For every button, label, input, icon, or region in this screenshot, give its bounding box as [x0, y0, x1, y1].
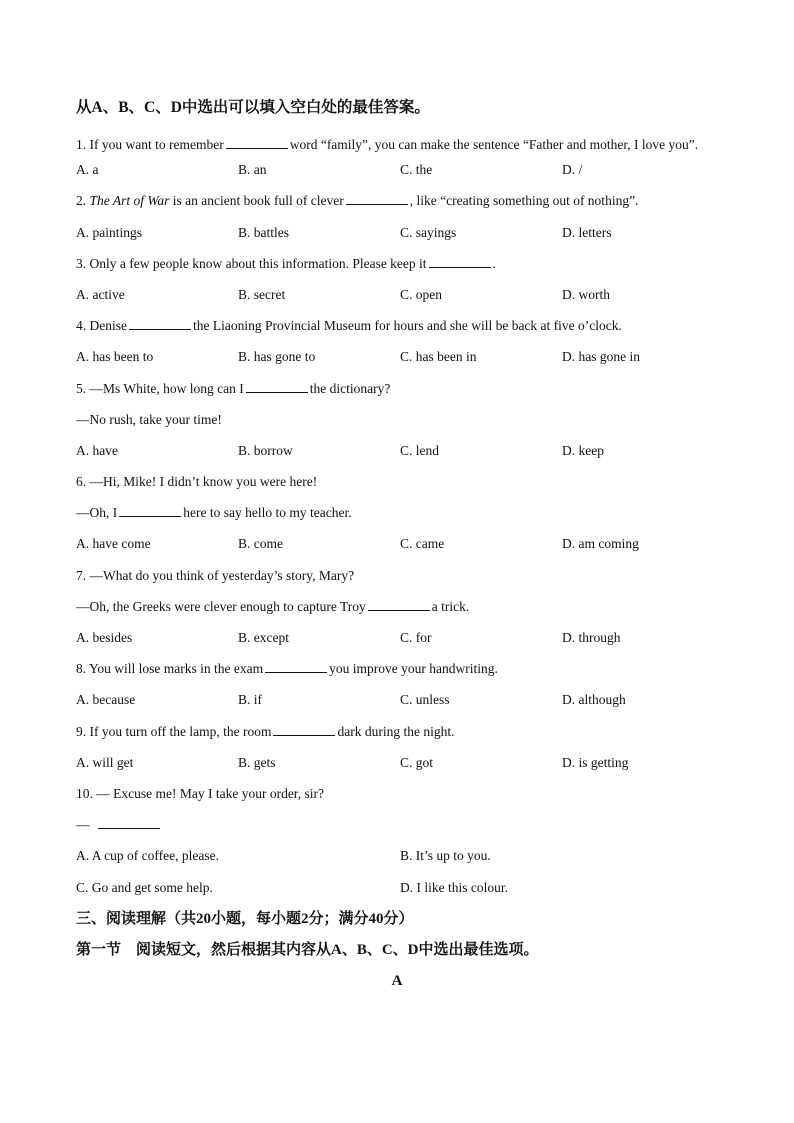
q10-option-d[interactable]: D. I like this colour.	[400, 879, 508, 895]
q9-option-b[interactable]: B. gets	[238, 754, 276, 770]
q7-options	[76, 628, 718, 659]
question-10: 10. — Excuse me! May I take your order, sir?	[76, 785, 325, 801]
q5-option-c[interactable]: C. lend	[400, 442, 439, 458]
q10-reply	[76, 815, 718, 846]
question-1	[76, 129, 718, 160]
q7-option-c[interactable]: C. for	[400, 630, 432, 646]
q1-option-d[interactable]: D. /	[562, 162, 583, 178]
q7-blank	[368, 597, 430, 611]
q8-option-b[interactable]: B. if	[238, 692, 263, 708]
q1-text-post: word “family”, you can make the sentence “Father and mother, I love you”.	[289, 137, 699, 152]
q2-option-c[interactable]: C. sayings	[400, 224, 457, 240]
q7-reply	[76, 597, 718, 628]
q2-book-title: The Art of War	[89, 193, 170, 209]
q8-option-c[interactable]: C. unless	[400, 692, 450, 708]
q9-text-pre: 9. If you turn off the lamp, the room	[76, 723, 272, 739]
q3-option-d[interactable]: D. worth	[562, 286, 610, 302]
q1-option-c[interactable]: C. the	[400, 162, 433, 178]
q10-option-c[interactable]: C. Go and get some help.	[76, 879, 213, 895]
q3-text-post: .	[492, 255, 496, 271]
q10-option-b[interactable]: B. It’s up to you.	[400, 848, 491, 864]
q7-text-post: a trick.	[431, 598, 470, 614]
q10-blank	[98, 815, 160, 829]
q2-option-b[interactable]: B. battles	[238, 224, 289, 240]
q9-option-a[interactable]: A. will get	[76, 754, 134, 770]
part-1-instruction: 第一节 阅读短文，然后根据其内容从A、B、C、D中选出最佳选项。	[76, 941, 539, 958]
question-3	[76, 254, 718, 285]
q7-option-a[interactable]: A. besides	[76, 630, 133, 646]
q4-text-pre: 4. Denise	[76, 318, 127, 334]
q5-text-pre: 5. —Ms White, how long can I	[76, 380, 244, 396]
q9-blank	[273, 722, 335, 736]
q1-blank	[226, 135, 288, 149]
q8-blank	[265, 659, 327, 673]
question-9	[76, 722, 718, 753]
question-6: 6. —Hi, Mike! I didn’t know you were here!	[76, 474, 318, 490]
q5-blank	[246, 379, 308, 393]
q3-option-c[interactable]: C. open	[400, 286, 442, 302]
question-5	[76, 379, 718, 410]
q3-option-b[interactable]: B. secret	[238, 286, 286, 302]
q10-options-row-2	[76, 878, 718, 909]
q3-blank	[429, 254, 491, 268]
q5-option-b[interactable]: B. borrow	[238, 442, 293, 458]
q10-options-row-1	[76, 846, 718, 877]
q5-option-d[interactable]: D. keep	[562, 442, 604, 458]
q10-option-a[interactable]: A. A cup of coffee, please.	[76, 848, 219, 864]
q5-text-post: the dictionary?	[309, 380, 391, 396]
q6-option-b[interactable]: B. come	[238, 536, 283, 552]
question-7: 7. —What do you think of yesterday’s story, Mary?	[76, 567, 355, 583]
q3-options	[76, 285, 718, 316]
q9-text-post: dark during the night.	[337, 723, 455, 739]
q2-number: 2.	[76, 193, 87, 209]
q4-option-d[interactable]: D. has gone in	[562, 349, 640, 365]
q7-option-b[interactable]: B. except	[238, 630, 289, 646]
q8-option-a[interactable]: A. because	[76, 692, 136, 708]
q10-dash: —	[76, 817, 90, 833]
q1-option-a[interactable]: A. a	[76, 162, 99, 178]
q6-reply	[76, 503, 718, 534]
question-8	[76, 659, 718, 690]
q2-options	[76, 223, 718, 254]
q5-options	[76, 441, 718, 472]
q1-options	[76, 160, 718, 191]
q1-option-b[interactable]: B. an	[238, 162, 267, 178]
q4-text-post: the Liaoning Provincial Museum for hours and she will be back at five o’clock.	[193, 318, 622, 334]
q4-option-c[interactable]: C. has been in	[400, 349, 477, 365]
q6-text-pre: —Oh, I	[76, 505, 118, 521]
q8-option-d[interactable]: D. although	[562, 692, 626, 708]
instruction-heading: 从A、B、C、D中选出可以填入空白处的最佳答案。	[76, 99, 430, 116]
q3-option-a[interactable]: A. active	[76, 286, 125, 302]
q8-text-pre: 8. You will lose marks in the exam	[76, 661, 264, 677]
question-2	[76, 191, 718, 222]
q2-text-pre: is an ancient book full of clever	[172, 193, 344, 209]
q6-option-d[interactable]: D. am coming	[562, 536, 639, 552]
q8-text-post: you improve your handwriting.	[329, 661, 498, 677]
q2-option-a[interactable]: A. paintings	[76, 224, 142, 240]
q4-option-a[interactable]: A. has been to	[76, 349, 154, 365]
question-4	[76, 316, 718, 347]
passage-label: A	[391, 972, 403, 989]
q9-option-c[interactable]: C. got	[400, 754, 434, 770]
q9-options	[76, 753, 718, 784]
q4-blank	[129, 316, 191, 330]
q1-text-pre: 1. If you want to remember	[76, 137, 224, 152]
q5-option-a[interactable]: A. have	[76, 442, 118, 458]
q7-option-d[interactable]: D. through	[562, 630, 621, 646]
q2-text-post: , like “creating something out of nothing”.	[409, 193, 639, 209]
section-3-heading: 三、阅读理解（共20小题，每小题2分；满分40分）	[76, 910, 414, 927]
q9-option-d[interactable]: D. is getting	[562, 754, 629, 770]
q6-option-a[interactable]: A. have come	[76, 536, 151, 552]
exam-page	[76, 98, 718, 991]
q2-blank	[346, 191, 408, 205]
q4-option-b[interactable]: B. has gone to	[238, 349, 316, 365]
q5-reply: —No rush, take your time!	[76, 411, 222, 427]
q8-options	[76, 690, 718, 721]
q7-text-pre: —Oh, the Greeks were clever enough to capture Troy	[76, 598, 366, 614]
q6-text-post: here to say hello to my teacher.	[183, 505, 352, 521]
q6-options	[76, 534, 718, 565]
q4-options	[76, 347, 718, 378]
q2-option-d[interactable]: D. letters	[562, 224, 612, 240]
q6-blank	[119, 503, 181, 517]
q6-option-c[interactable]: C. came	[400, 536, 445, 552]
q3-text-pre: 3. Only a few people know about this information. Please keep it	[76, 255, 427, 271]
